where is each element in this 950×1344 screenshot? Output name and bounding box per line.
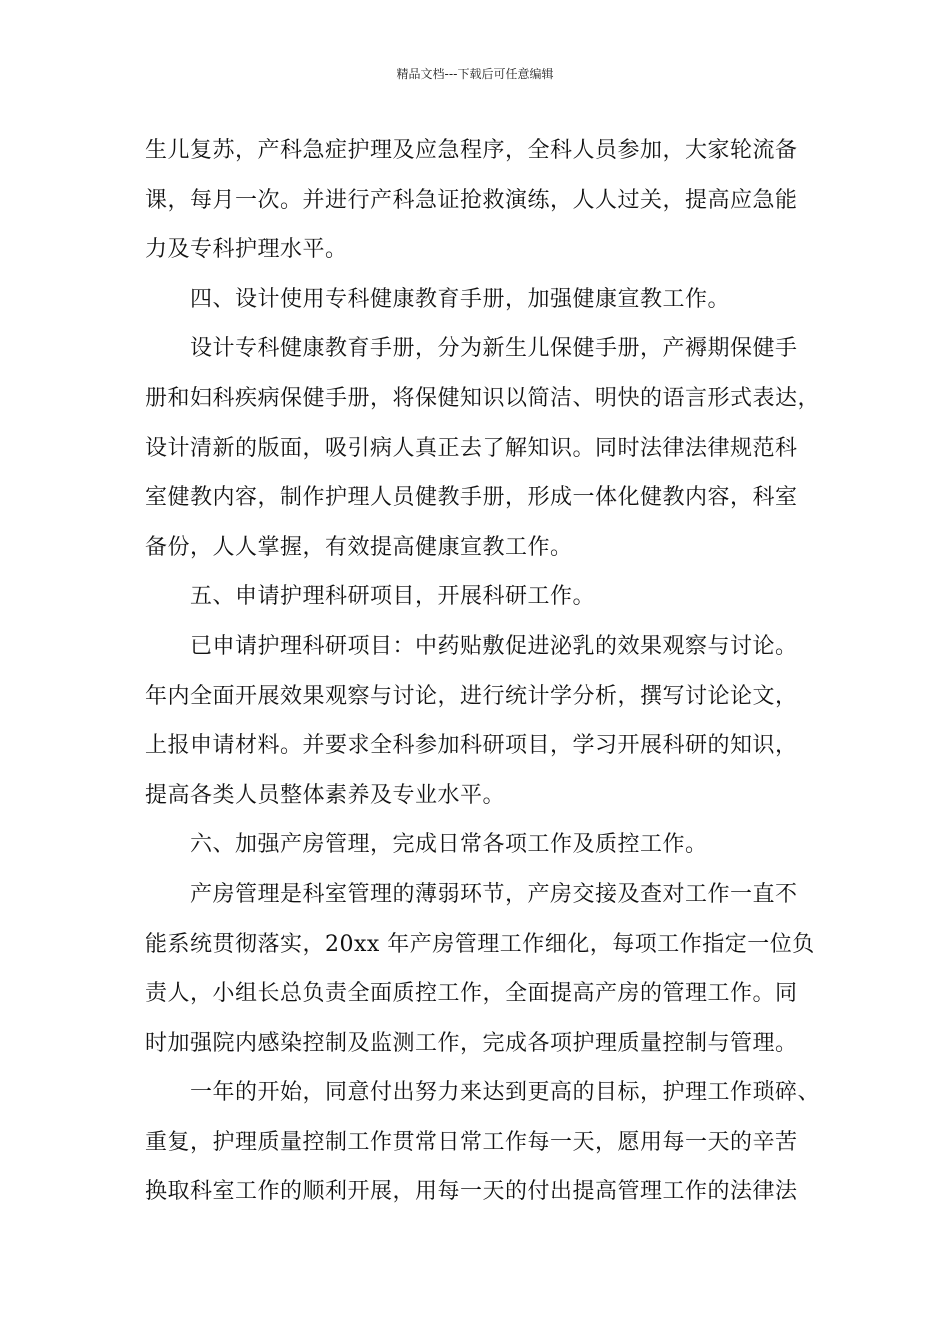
section-heading-5: 五、申请护理科研项目，开展科研工作。 (190, 584, 596, 610)
text-line: 力及专科护理水平。 (145, 237, 348, 263)
text-line: 能系统贯彻落实，20xx 年产房管理工作细化，每项工作指定一位负 (145, 931, 815, 957)
text-line: 换取科室工作的顺利开展，用每一天的付出提高管理工作的法律法 (145, 1179, 798, 1205)
text-line: 室健教内容，制作护理人员健教手册，形成一体化健教内容，科室 (145, 485, 798, 511)
text-line: 上报申请材料。并要求全科参加科研项目，学习开展科研的知识， (145, 733, 798, 759)
text-line: 提高各类人员整体素养及专业水平。 (145, 782, 506, 808)
text-line: 备份，人人掌握，有效提高健康宣教工作。 (145, 534, 573, 560)
page-header: 精品文档---下载后可任意编辑 (396, 67, 554, 81)
document-body (145, 126, 825, 1217)
text-line: 设计清新的版面，吸引病人真正去了解知识。同时法律法律规范科 (145, 435, 798, 461)
text-line: 时加强院内感染控制及监测工作，完成各项护理质量控制与管理。 (145, 1030, 798, 1056)
text-line: 设计专科健康教育手册，分为新生儿保健手册，产褥期保健手 (190, 336, 798, 362)
text-line: 册和妇科疾病保健手册，将保健知识以简洁、明快的语言形式表达， (145, 385, 821, 411)
text-line: 重复，护理质量控制工作贯常日常工作每一天，愿用每一天的辛苦 (145, 1129, 798, 1155)
text-line: 课，每月一次。并进行产科急证抢救演练，人人过关，提高应急能 (145, 187, 798, 213)
text-line: 生儿复苏，产科急症护理及应急程序，全科人员参加，大家轮流备 (145, 138, 798, 163)
section-heading-6: 六、加强产房管理，完成日常各项工作及质控工作。 (190, 832, 708, 858)
text-line: 责人，小组长总负责全面质控工作，全面提高产房的管理工作。同 (145, 981, 798, 1007)
text-line: 年内全面开展效果观察与讨论，进行统计学分析，撰写讨论论文， (145, 683, 798, 709)
section-heading-4: 四、设计使用专科健康教育手册，加强健康宣教工作。 (190, 286, 731, 312)
text-line: 产房管理是科室管理的薄弱环节，产房交接及查对工作一直不 (190, 881, 798, 907)
text-line: 已申请护理科研项目：中药贴敷促进泌乳的效果观察与讨论。 (190, 633, 798, 659)
text-line: 一年的开始，同意付出努力来达到更高的目标，护理工作琐碎、 (190, 1080, 821, 1106)
